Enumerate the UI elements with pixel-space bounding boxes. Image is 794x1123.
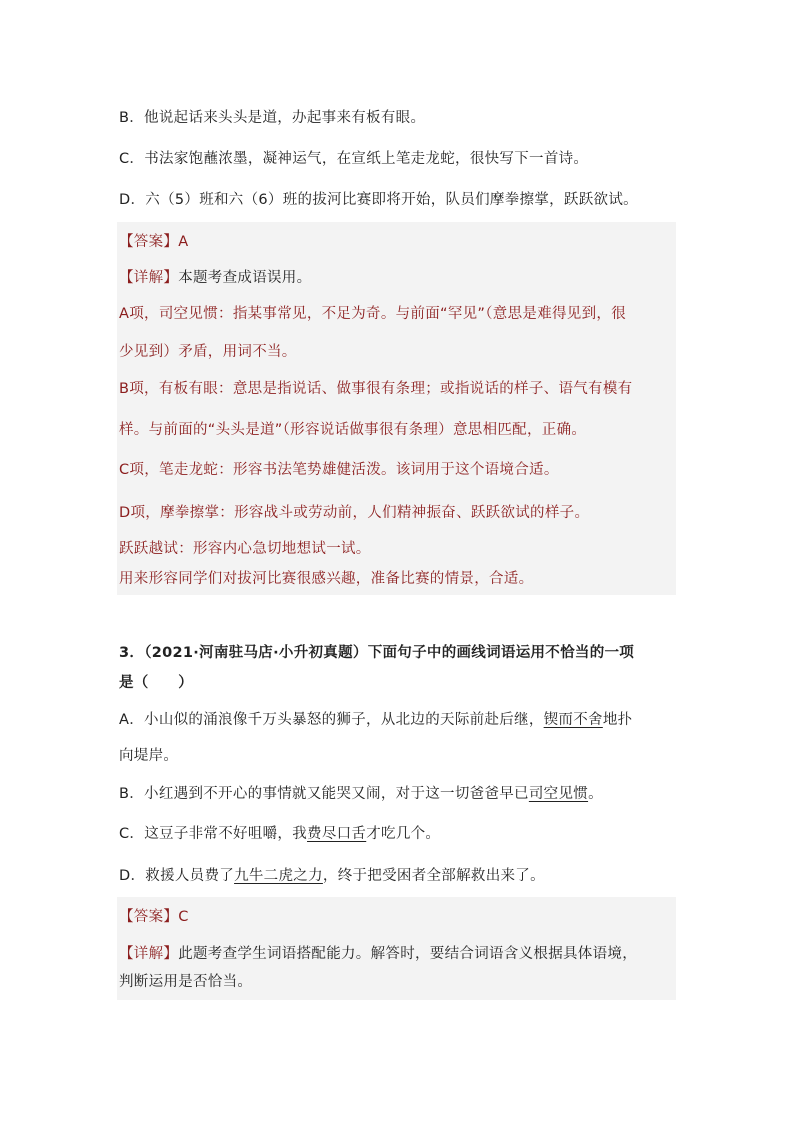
- q3-option-d: [119, 866, 545, 886]
- q2-analysis-a-line2: 少见到）矛盾，用词不当。: [119, 344, 297, 360]
- q3-detail-line2: 判断运用是否恰当。: [119, 974, 253, 990]
- q2-option-d: D．六（5）班和六（6）班的拔河比赛即将开始，队员们摩拳擦掌，跃跃欲试。: [119, 192, 638, 208]
- option-c-underlined: 费尽口舌: [307, 826, 367, 842]
- answer-value: A: [178, 234, 189, 250]
- q2-analysis-d: D项，摩拳擦掌：形容战斗或劳动前，人们精神振奋、跃跃欲试的样子。: [119, 505, 590, 521]
- q3-option-a-line2: 向堤岸。: [119, 748, 179, 764]
- q2-answer: [119, 232, 188, 252]
- q3-option-b: [119, 784, 603, 804]
- q3-title-line1: 3．（2021·河南驻马店·小升初真题）下面句子中的画线词语运用不恰当的一项: [119, 645, 635, 661]
- option-b-underlined: 司空见惯: [528, 786, 589, 802]
- q2-option-b: B．他说起话来头头是道，办起事来有板有眼。: [119, 110, 426, 126]
- option-c-tail: 才吃几个。: [366, 826, 441, 842]
- q2-analysis-b-line2: 样。与前面的“头头是道”（形容说话做事很有条理）意思相匹配，正确。: [119, 422, 587, 438]
- option-d-underlined: 九牛二虎之力: [234, 868, 323, 884]
- answer-value: C: [178, 909, 189, 925]
- q2-option-c: C．书法家饱蘸浓墨，凝神运气，在宣纸上笔走龙蛇，很快写下一首诗。: [119, 151, 589, 167]
- q3-detail-line1: [119, 944, 637, 964]
- option-b-text: B．小红遇到不开心的事情就又能哭又闹，对于这一切爸爸早已: [119, 786, 529, 802]
- q3-title-line2: 是（ ）: [119, 675, 193, 691]
- q3-answer: [119, 907, 189, 927]
- detail-intro: 本题考查成语误用。: [178, 270, 312, 286]
- answer-tag: 【答案】: [119, 909, 179, 925]
- option-b-tail: 。: [588, 786, 603, 802]
- q2-analysis-d-extra1: 跃跃越试：形容内心急切地想试一试。: [119, 541, 371, 557]
- option-a-text: A．小山似的涌浪像千万头暴怒的狮子，从北边的天际前赴后继，: [119, 712, 544, 728]
- option-d-tail: ，终于把受困者全部解救出来了。: [322, 868, 545, 884]
- q3-option-a: [119, 710, 632, 730]
- detail-text: 此题考查学生词语搭配能力。解答时，要结合词语含义根据具体语境，: [178, 946, 637, 962]
- option-d-text: D．救援人员费了: [119, 868, 235, 884]
- q2-detail: [119, 268, 311, 288]
- q2-analysis-b-line1: B项，有板有眼：意思是指说话、做事很有条理；或指说话的样子、语气有模有: [119, 381, 633, 397]
- detail-tag: 【详解】: [119, 270, 179, 286]
- answer-tag: 【答案】: [119, 234, 179, 250]
- detail-tag: 【详解】: [119, 946, 179, 962]
- q2-analysis-c: C项，笔走龙蛇：形容书法笔势雄健活泼。该词用于这个语境合适。: [119, 462, 559, 478]
- option-a-underlined: 锲而不舍: [543, 712, 603, 728]
- option-a-tail: 地扑: [602, 712, 633, 728]
- q3-option-c: [119, 824, 440, 844]
- q2-analysis-d-extra2: 用来形容同学们对拔河比赛很感兴趣，准备比赛的情景，合适。: [119, 571, 534, 587]
- q2-analysis-a-line1: A项，司空见惯：指某事常见，不足为奇。与前面“罕见”（意思是难得见到，很: [119, 306, 626, 322]
- option-c-text: C．这豆子非常不好咀嚼，我: [119, 826, 308, 842]
